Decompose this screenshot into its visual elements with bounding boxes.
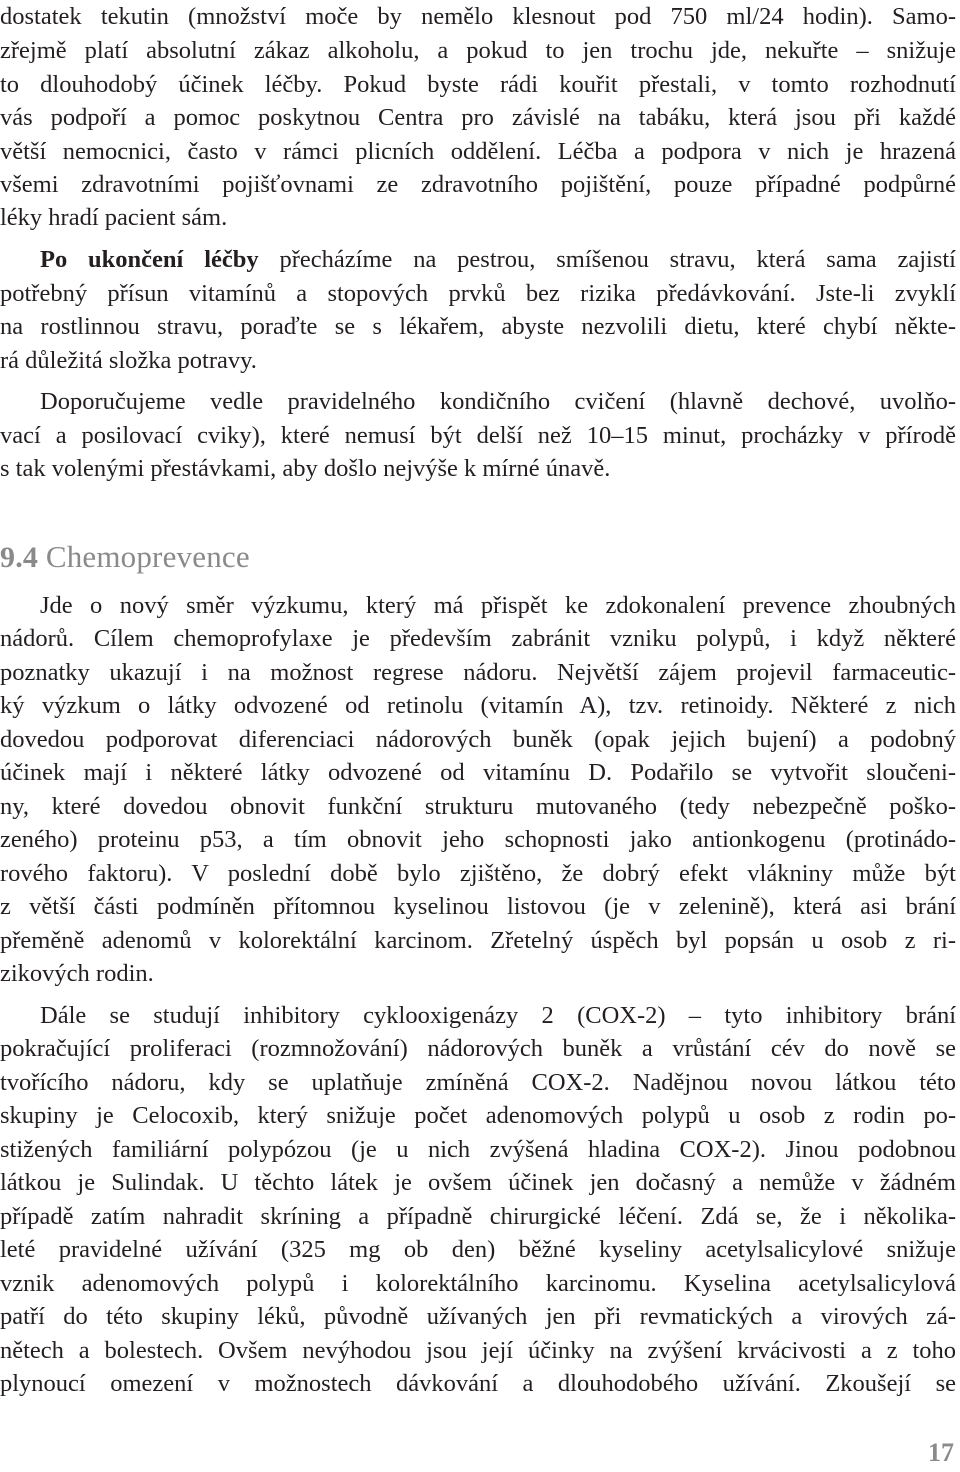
text-line: dostatek tekutin (množství moče by nemělo klesnout pod 750 ml/24 hodin). Samo- (0, 3, 956, 30)
text-line: zřejmě platí absolutní zákaz alkoholu, a pokud to jen trochu jde, nekuřte – snižuje (0, 37, 956, 64)
text-line: skupiny je Celocoxib, který snižuje počet adenomových polypů u osob z rodin po- (0, 1102, 956, 1129)
text-line: všemi zdravotními pojišťovnami ze zdravotního pojištění, pouze případné podpůrné (0, 171, 956, 198)
page-number: 17 (928, 1438, 954, 1467)
text-line: stižených familiární polypózou (je u nich zvýšená hladina COX-2). Jinou podobnou (0, 1136, 956, 1163)
text-line: látkou je Sulindak. U těchto látek je ovšem účinek jen dočasný a nemůže v žádném (0, 1169, 956, 1196)
text-line: poznatky ukazují i na možnost regrese nádoru. Největší zájem projevil farmaceutic- (0, 659, 956, 686)
text-line: ny, které dovedou obnovit funkční strukturu mutovaného (tedy nebezpečně poško- (0, 793, 956, 820)
text-line: nádorů. Cílem chemoprofylaxe je především zabránit vzniku polypů, i když některé (0, 625, 956, 652)
bold-lead: Po ukončení léčby (40, 246, 259, 273)
text-line: to dlouhodobý účinek léčby. Pokud byste rádi kouřit přestali, v tomto rozhodnutí (0, 71, 956, 98)
text-line: Jde o nový směr výzkumu, který má přispět ke zdokonalení prevence zhoubných (40, 592, 956, 619)
text-line: patří do této skupiny léků, původně užívaných jen při revmatických a virových zá- (0, 1303, 956, 1330)
text-line: účinek mají i některé látky odvozené od vitamínu D. Podařilo se vytvořit sloučeni- (0, 759, 956, 786)
text-line: rá důležitá složka potravy. (0, 347, 257, 374)
text-line: přeměně adenomů v kolorektální karcinom. Zřetelný úspěch byl popsán u osob z ri- (0, 927, 956, 954)
text-line: na rostlinnou stravu, poraďte se s lékařem, abyste nezvolili dietu, které chybí někte- (0, 313, 956, 340)
text-line: vací a posilovací cviky), které nemusí být delší než 10–15 minut, procházky v přírodě (0, 422, 956, 449)
text-line: vás podpoří a pomoc poskytnou Centra pro závislé na tabáku, která jsou při každé (0, 104, 956, 131)
section-heading (0, 537, 250, 578)
text-line: vznik adenomových polypů i kolorektálního karcinomu. Kyselina acetylsalicylová (0, 1270, 956, 1297)
text-line: Doporučujeme vedle pravidelného kondičního cvičení (hlavně dechové, uvolňo- (40, 388, 956, 415)
section-title: Chemoprevence (45, 539, 250, 574)
section-number: 9.4 (0, 541, 39, 574)
text-line: nětech a bolestech. Ovšem nevýhodou jsou její účinky na zvýšení krvácivosti a z toho (0, 1337, 956, 1364)
text-line: zeného) proteinu p53, a tím obnovit jeho schopnosti jako antionkogenu (protinádo- (0, 826, 956, 853)
text-span: přecházíme na pestrou, smíšenou stravu, která sama zajistí (258, 246, 956, 273)
text-line: léky hradí pacient sám. (0, 204, 228, 231)
text-line: s tak volenými přestávkami, aby došlo nejvýše k mírné únavě. (0, 455, 611, 482)
text-line: z větší části podmíněn přítomnou kyselinou listovou (je v zelenině), která asi brání (0, 893, 956, 920)
text-line: zikových rodin. (0, 960, 154, 987)
text-line: potřebný přísun vitamínů a stopových prvků bez rizika předávkování. Jste-li zvyklí (0, 280, 956, 307)
text-line: leté pravidelné užívání (325 mg ob den) běžné kyseliny acetylsalicylové snižuje (0, 1236, 956, 1263)
text-line: pokračující proliferaci (rozmnožování) nádorových buněk a vrůstání cév do nově se (0, 1035, 956, 1062)
text-line: ký výzkum o látky odvozené od retinolu (vitamín A), tzv. retinoidy. Některé z nich (0, 692, 956, 719)
text-line: tvořícího nádoru, kdy se uplatňuje zmíněná COX-2. Nadějnou novou látkou této (0, 1069, 956, 1096)
text-line: dovedou podporovat diferenciaci nádorových buněk (opak jejich bujení) a podobný (0, 726, 956, 753)
text-line: rového faktoru). V poslední době bylo zjištěno, že dobrý efekt vlákniny může být (0, 860, 956, 887)
text-line: větší nemocnici, často v rámci plicních oddělení. Léčba a podpora v nich je hrazená (0, 138, 956, 165)
text-line: případě zatím nahradit skríning a případně chirurgické léčení. Zdá se, že i několika- (0, 1203, 956, 1230)
text-line: Dále se studují inhibitory cyklooxigenázy 2 (COX-2) – tyto inhibitory brání (40, 1002, 956, 1029)
text-line: plynoucí omezení v možnostech dávkování a dlouhodobého užívání. Zkoušejí se (0, 1370, 956, 1397)
text-line (40, 243, 956, 277)
